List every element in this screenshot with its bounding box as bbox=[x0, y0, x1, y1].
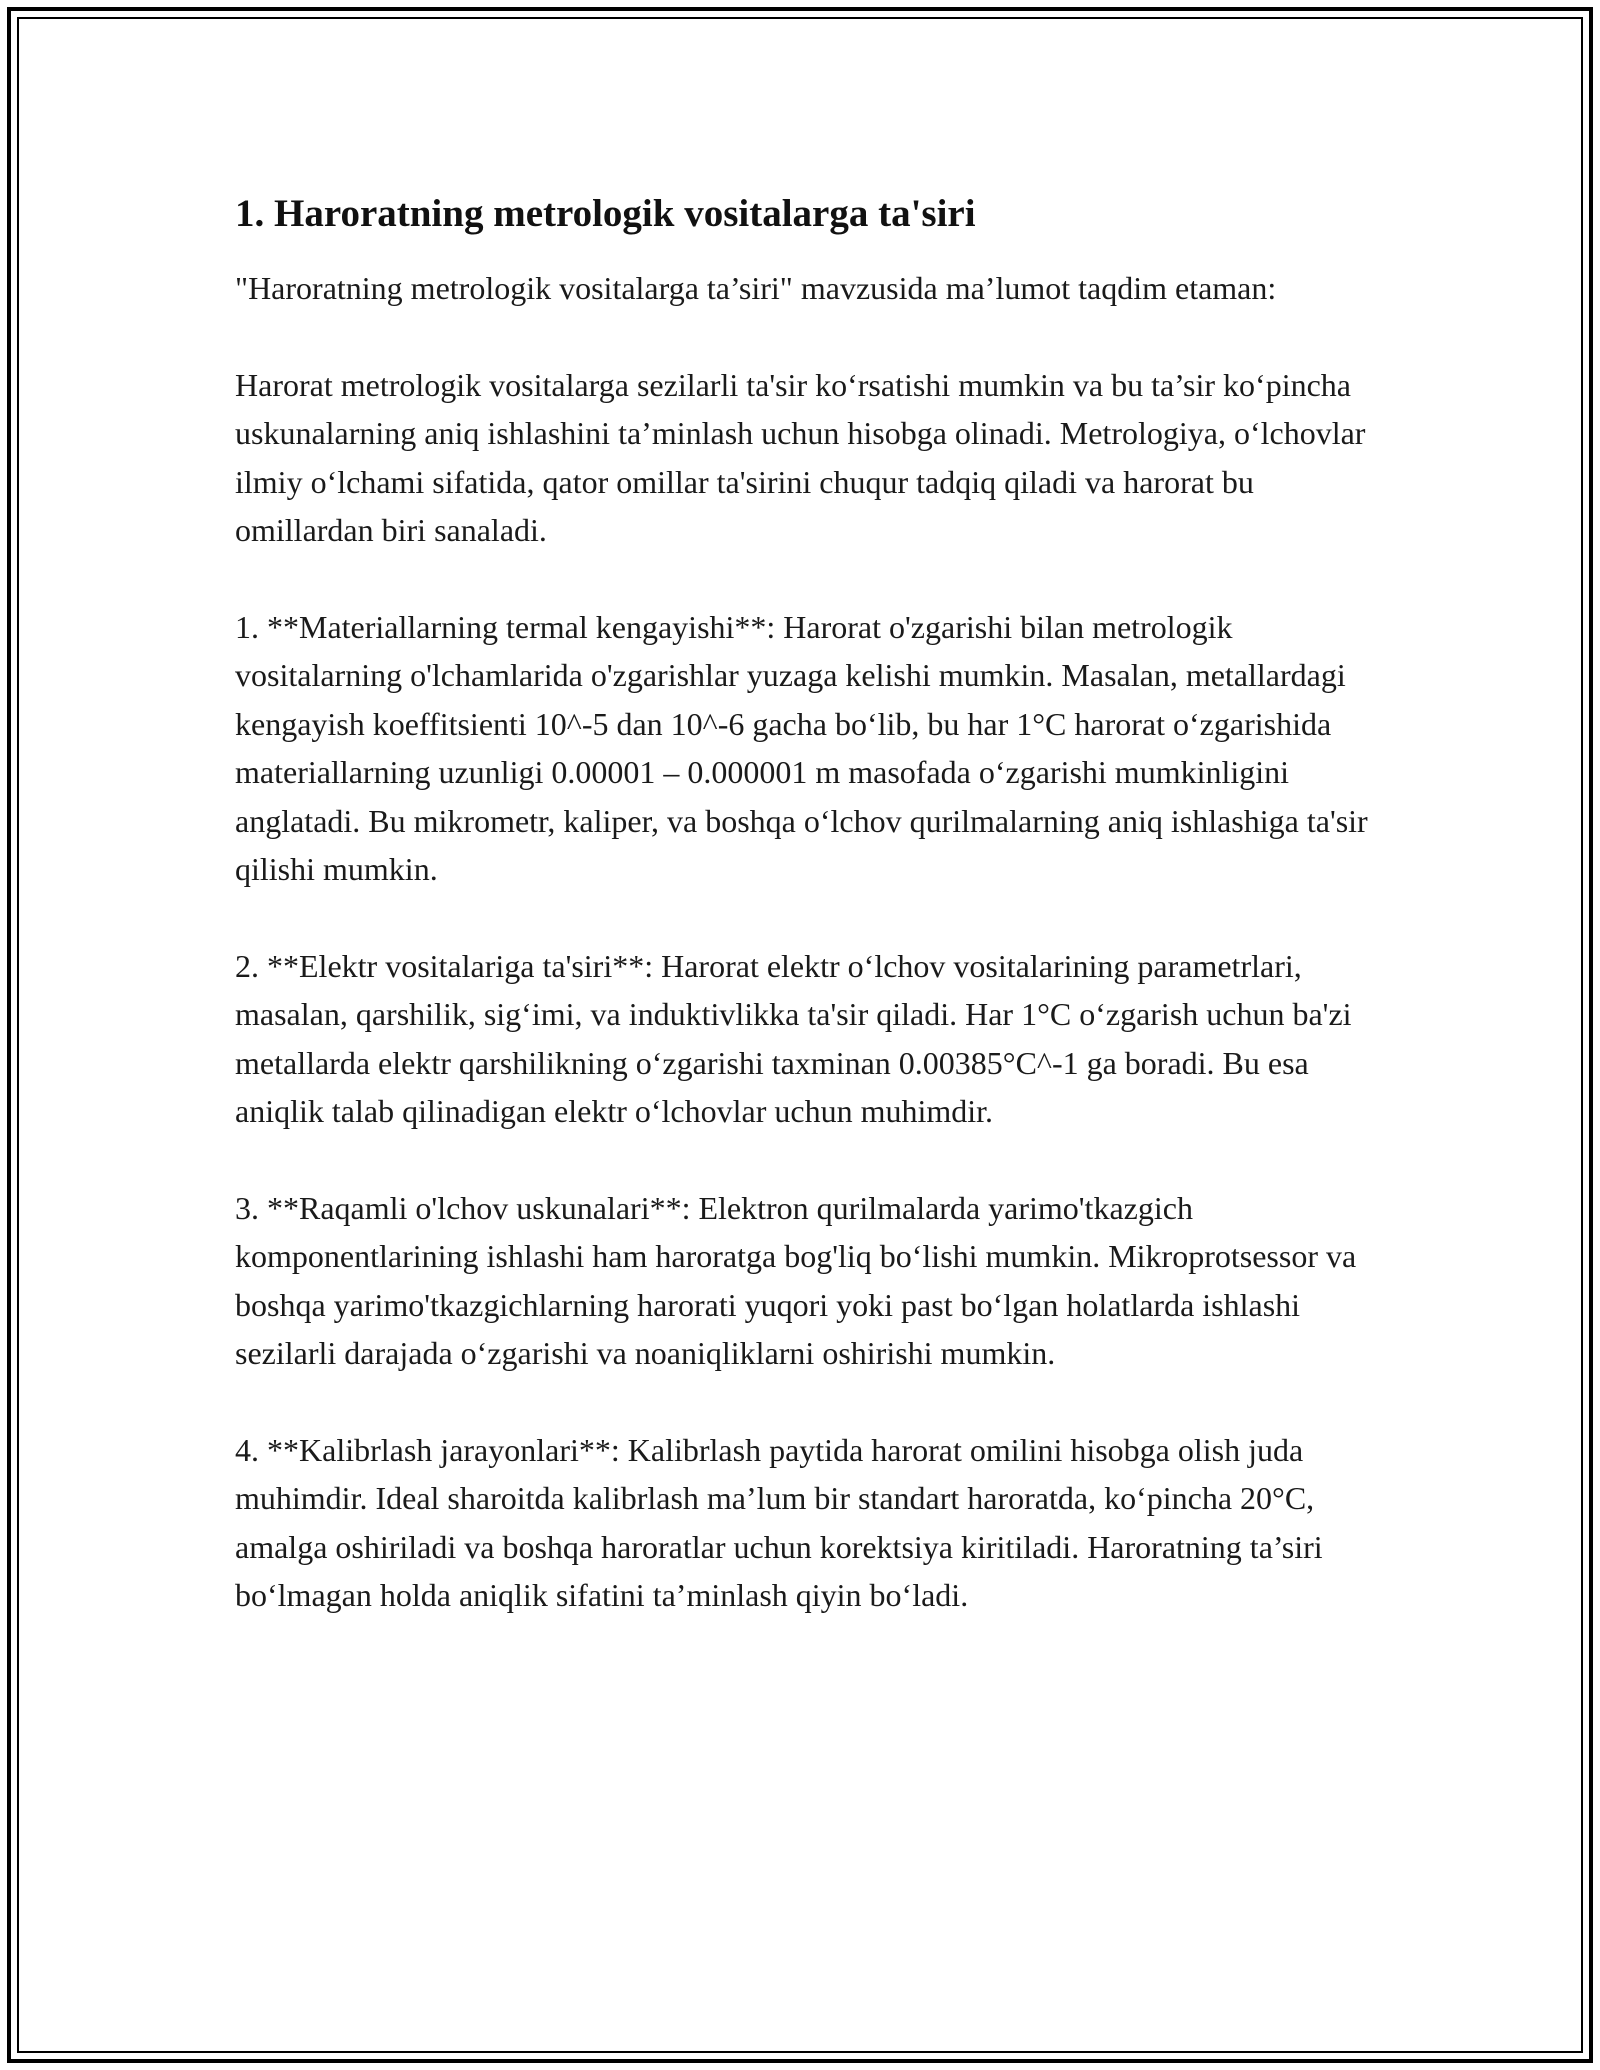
calibration-paragraph: 4. **Kalibrlash jarayonlari**: Kalibrlash paytida harorat omilini hisobga olish juda muhimdir. Ideal sharoitda kalibrlash ma’lum bir standart haroratda, ko‘pincha 20°C, amalga oshiriladi va boshqa haroratlar uchun korektsiya kiritiladi. Haroratning ta’siri bo‘lmagan holda aniqlik sifatini ta’minlash qiyin bo‘ladi. bbox=[235, 1431, 1323, 1613]
digital-instruments-paragraph: 3. **Raqamli o'lchov uskunalari**: Elektron qurilmalarda yarimo'tkazgich komponentlarining ishlashi ham haroratga bog'liq bo‘lishi mumkin. Mikroprotsessor va boshqa yarimo'tkazgichlarning harorati yuqori yoki past bo‘lgan holatlarda ishlashi sezilarli darajada o‘zgarishi va noaniqliklarni oshirishi mumkin. bbox=[235, 1189, 1357, 1371]
thermal-expansion-paragraph: 1. **Materiallarning termal kengayishi**: Harorat o'zgarishi bilan metrologik vositalarning o'lchamlarida o'zgarishlar yuzaga kelishi mumkin. Masalan, metallardagi kengayish koeffitsienti 10^-5 dan 10^-6 gacha bo‘lib, bu har 1°C harorat o‘zgarishida materiallarning uzunligi 0.00001 – 0.000001 m masofada o‘zgarishi mumkinligini anglatadi. Bu mikrometr, kaliper, va boshqa o‘lchov qurilmalarning aniq ishlashiga ta'sir qilishi mumkin. bbox=[235, 608, 1368, 887]
document-body bbox=[235, 188, 1370, 1668]
electrical-instruments-paragraph: 2. **Elektr vositalariga ta'siri**: Harorat elektr o‘lchov vositalarining parametrlari, masalan, qarshilik, sig‘imi, va induktivlikka ta'sir qiladi. Har 1°C o‘zgarish uchun ba'zi metallarda elektr qarshilikning o‘zgarishi taxminan 0.00385°C^-1 ga boradi. Bu esa aniqlik talab qilinadigan elektr o‘lchovlar uchun muhimdir. bbox=[235, 947, 1352, 1129]
intro-paragraph: "Haroratning metrologik vositalarga ta’siri" mavzusida ma’lumot taqdim etaman: bbox=[235, 270, 1277, 306]
overview-paragraph: Harorat metrologik vositalarga sezilarli ta'sir ko‘rsatishi mumkin va bu ta’sir ko‘pincha uskunalarning aniq ishlashini ta’minlash uchun hisobga olinadi. Metrologiya, o‘lchovlar ilmiy o‘lchami sifatida, qator omillar ta'sirini chuqur tadqiq qiladi va harorat bu omillardan biri sanaladi. bbox=[235, 366, 1366, 548]
document-title: 1. Haroratning metrologik vositalarga ta'siri bbox=[235, 192, 976, 235]
